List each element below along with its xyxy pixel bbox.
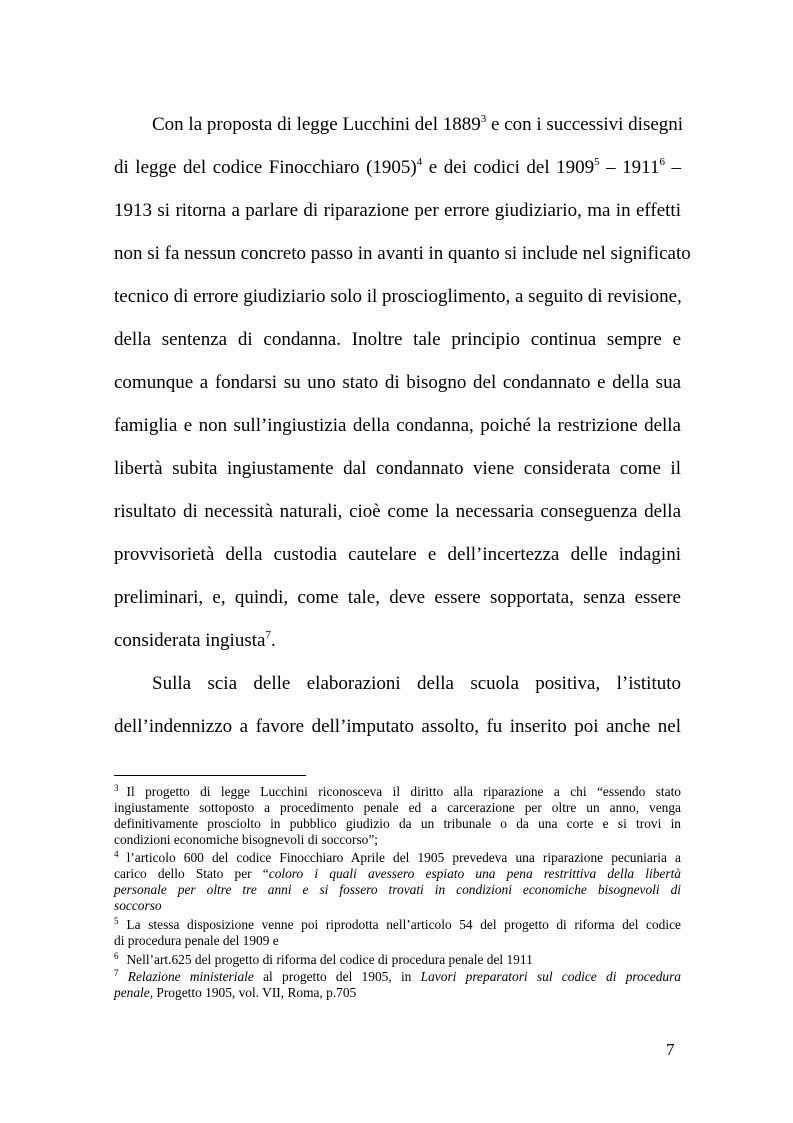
body-text: – 1911	[599, 157, 660, 178]
footnote-line	[114, 898, 681, 914]
footnote-line	[114, 866, 681, 882]
body-line: non si fa nessun concreto passo in avanti in quanto si include nel significato	[114, 243, 691, 264]
page-number: 7	[666, 1040, 675, 1059]
body-line: comunque a fondarsi su uno stato di bisogno del condannato e della sua	[114, 372, 681, 393]
footnote-text: l’articolo 600 del codice Finocchiaro Aprile del 1905 prevedeva una riparazione pecuniaria a	[118, 850, 681, 865]
body-line: Sulla scia delle elaborazioni della scuola positiva, l’istituto	[152, 673, 681, 694]
footnote-number: 7	[114, 968, 119, 978]
footnote-line: ingiustamente sottoposto a procedimento penale ed a carcerazione per oltre un anno, venga	[114, 800, 681, 815]
body-line: dell’indennizzo a favore dell’imputato assolto, fu inserito poi anche nel	[114, 716, 681, 737]
footnote-line	[114, 850, 681, 866]
footnote-line	[114, 952, 681, 968]
body-line: provvisorietà della custodia cautelare e dell’incertezza delle indagini	[114, 544, 681, 565]
body-line: tecnico di errore giudiziario solo il proscioglimento, a seguito di revisione,	[114, 286, 682, 307]
footnote-ref: 5	[594, 156, 600, 168]
body-text: .	[270, 630, 276, 651]
footnote-line	[114, 784, 681, 800]
body-text: e dei codici del 1909	[422, 157, 595, 178]
body-line: della sentenza di condanna. Inoltre tale principio continua sempre e	[114, 329, 681, 350]
footnote-text: al progetto del 1905, in	[253, 969, 421, 984]
footnote-quote: personale per oltre tre anni e si fossero trovati in condizioni economiche bisognevoli di	[114, 882, 681, 897]
footnote-text: Il progetto di legge Lucchini riconosceva il diritto alla riparazione a chi “essendo stato	[126, 784, 681, 799]
body-line	[114, 157, 681, 179]
footnote-title: penale,	[114, 985, 154, 1000]
footnote-separator	[114, 775, 306, 776]
footnote-ref: 6	[659, 156, 665, 168]
footnote-line: condizioni economiche bisognevoli di soccorso”;	[114, 832, 379, 847]
footnote-title: Relazione ministeriale	[127, 969, 254, 984]
footnote-line	[114, 882, 681, 898]
body-line: famiglia e non sull’ingiustizia della condanna, poiché la restrizione della	[114, 415, 681, 436]
footnote-number: 5	[114, 916, 119, 926]
footnote-quote: soccorso	[114, 898, 162, 913]
footnote-text: Nell’art.625 del progetto di riforma del codice di procedura penale del 1911	[126, 952, 533, 967]
footnote-line: di procedura penale del 1909 e	[114, 933, 279, 948]
footnote-line	[114, 985, 681, 1001]
footnote-line	[114, 917, 681, 933]
footnote-number: 4	[114, 849, 119, 859]
footnote-text: carico dello Stato per “	[114, 866, 269, 881]
footnote-text: La stessa disposizione venne poi riprodotta nell’articolo 54 del progetto di riforma del codice	[126, 917, 681, 932]
body-text: di legge del codice Finocchiaro (1905)	[114, 157, 417, 178]
footnote-number: 3	[114, 783, 119, 793]
footnote-text: Progetto 1905, vol. VII, Roma, p.705	[153, 985, 357, 1000]
body-text: Con la proposta di legge Lucchini del 1889	[152, 114, 481, 135]
body-line: 1913 si ritorna a parlare di riparazione per errore giudiziario, ma in effetti	[114, 200, 681, 221]
body-line	[152, 113, 684, 136]
body-line: libertà subita ingiustamente dal condannato viene considerata come il	[114, 458, 681, 479]
footnote-quote: coloro i quali avessero espiato una pena restrittiva della libertà	[268, 866, 681, 881]
footnote-number: 6	[114, 951, 119, 961]
footnote-ref: 4	[416, 156, 423, 168]
body-text: e con i successivi disegni	[486, 114, 684, 135]
footnote-title: Lavori preparatori sul codice di procedura	[420, 969, 681, 984]
body-text: considerata ingiusta	[114, 630, 266, 651]
footnote-line	[114, 969, 681, 985]
body-line	[114, 630, 681, 652]
footnote-ref: 3	[480, 113, 487, 125]
footnote-ref: 7	[265, 629, 271, 641]
body-text: –	[664, 157, 682, 178]
footnote-line: definitivamente prosciolto in pubblico giudizio da un tribunale o da una corte e si trovi in	[114, 816, 681, 831]
body-line: risultato di necessità naturali, cioè come la necessaria conseguenza della	[114, 501, 681, 522]
body-line: preliminari, e, quindi, come tale, deve essere sopportata, senza essere	[114, 587, 681, 608]
